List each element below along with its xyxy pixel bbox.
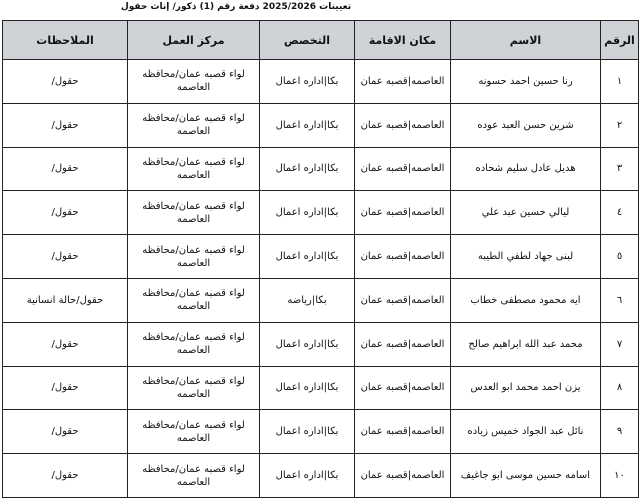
cell-specialty: بكا|اداره اعمال	[260, 454, 355, 498]
header-row	[3, 21, 639, 60]
cell-name: رنا حسين احمد حسونه	[451, 60, 601, 104]
cell-specialty: بكا|اداره اعمال	[260, 191, 355, 235]
cell-no: ١٠	[601, 454, 639, 498]
cell-specialty: بكا|اداره اعمال	[260, 366, 355, 410]
cell-specialty: بكا|اداره اعمال	[260, 322, 355, 366]
cell-name: هديل عادل سليم شحاده	[451, 147, 601, 191]
cell-work-center: لواء قصبه عمان/محافظه العاصمه	[128, 147, 260, 191]
cell-notes: حقول/	[3, 191, 128, 235]
cell-address: العاصمه|قصبه عمان	[355, 410, 451, 454]
cell-name: نائل عبد الجواد خميس زياده	[451, 410, 601, 454]
cell-no: ٥	[601, 235, 639, 279]
cell-specialty: بكا|اداره اعمال	[260, 60, 355, 104]
cell-notes: حقول/	[3, 235, 128, 279]
table-row	[3, 191, 639, 235]
cell-address: العاصمه|قصبه عمان	[355, 147, 451, 191]
cell-address: العاصمه|قصبه عمان	[355, 60, 451, 104]
cell-address: العاصمه|قصبه عمان	[355, 278, 451, 322]
cell-no: ٨	[601, 366, 639, 410]
cell-work-center: لواء قصبه عمان/محافظه العاصمه	[128, 454, 260, 498]
cell-work-center: لواء قصبه عمان/محافظه العاصمه	[128, 278, 260, 322]
cell-name: لبنى جهاد لطفي الطيبه	[451, 235, 601, 279]
cell-work-center: لواء قصبه عمان/محافظه العاصمه	[128, 410, 260, 454]
cell-notes: حقول/	[3, 60, 128, 104]
table-row	[3, 454, 639, 498]
table-row	[3, 278, 639, 322]
cell-name: اسامه حسين موسى ابو جاغيف	[451, 454, 601, 498]
page-title: تعيينات 2025/2026 دفعة رقم (1) ذكور/ إناث حقول	[120, 2, 352, 12]
cell-address: العاصمه|قصبه عمان	[355, 191, 451, 235]
cell-name: ليالي حسين عبد علي	[451, 191, 601, 235]
cell-address: العاصمه|قصبه عمان	[355, 103, 451, 147]
header-notes: الملاحظات	[3, 21, 128, 60]
cell-notes: حقول/	[3, 366, 128, 410]
cell-specialty: بكا|رياضه	[260, 278, 355, 322]
table-row	[3, 235, 639, 279]
cell-specialty: بكا|اداره اعمال	[260, 147, 355, 191]
header-work-center: مركز العمل	[128, 21, 260, 60]
table-row	[3, 60, 639, 104]
cell-specialty: بكا|اداره اعمال	[260, 103, 355, 147]
cell-notes: حقول/	[3, 454, 128, 498]
cell-no: ٢	[601, 103, 639, 147]
cell-work-center: لواء قصبه عمان/محافظه العاصمه	[128, 103, 260, 147]
cell-name: ايه محمود مصطفى خطاب	[451, 278, 601, 322]
cell-name: محمد عبد الله ابراهيم صالح	[451, 322, 601, 366]
cell-work-center: لواء قصبه عمان/محافظه العاصمه	[128, 235, 260, 279]
table-row	[3, 322, 639, 366]
cell-work-center: لواء قصبه عمان/محافظه العاصمه	[128, 322, 260, 366]
cell-address: العاصمه|قصبه عمان	[355, 322, 451, 366]
cell-no: ٤	[601, 191, 639, 235]
cell-no: ٧	[601, 322, 639, 366]
table-row	[3, 103, 639, 147]
table-row	[3, 366, 639, 410]
cell-work-center: لواء قصبه عمان/محافظه العاصمه	[128, 191, 260, 235]
cell-address: العاصمه|قصبه عمان	[355, 454, 451, 498]
cell-notes: حقول/	[3, 103, 128, 147]
cell-no: ٦	[601, 278, 639, 322]
cell-no: ٩	[601, 410, 639, 454]
table-row	[3, 147, 639, 191]
cell-name: شرين حسن العبد عوده	[451, 103, 601, 147]
cell-address: العاصمه|قصبه عمان	[355, 235, 451, 279]
cell-specialty: بكا|اداره اعمال	[260, 235, 355, 279]
cell-notes: حقول/	[3, 147, 128, 191]
cell-work-center: لواء قصبه عمان/محافظه العاصمه	[128, 366, 260, 410]
header-name: الاسم	[451, 21, 601, 60]
cell-specialty: بكا|اداره اعمال	[260, 410, 355, 454]
header-no: الرقم	[601, 21, 639, 60]
cell-notes: حقول/حالة انسانية	[3, 278, 128, 322]
header-specialty: التخصص	[260, 21, 355, 60]
header-address: مكان الاقامة	[355, 21, 451, 60]
cell-notes: حقول/	[3, 322, 128, 366]
cell-address: العاصمه|قصبه عمان	[355, 366, 451, 410]
cell-notes: حقول/	[3, 410, 128, 454]
table-row	[3, 410, 639, 454]
cell-no: ١	[601, 60, 639, 104]
cell-no: ٣	[601, 147, 639, 191]
cell-name: يزن احمد محمد ابو العدس	[451, 366, 601, 410]
table-body	[3, 60, 639, 498]
cell-work-center: لواء قصبه عمان/محافظه العاصمه	[128, 60, 260, 104]
appointments-table	[2, 20, 639, 498]
